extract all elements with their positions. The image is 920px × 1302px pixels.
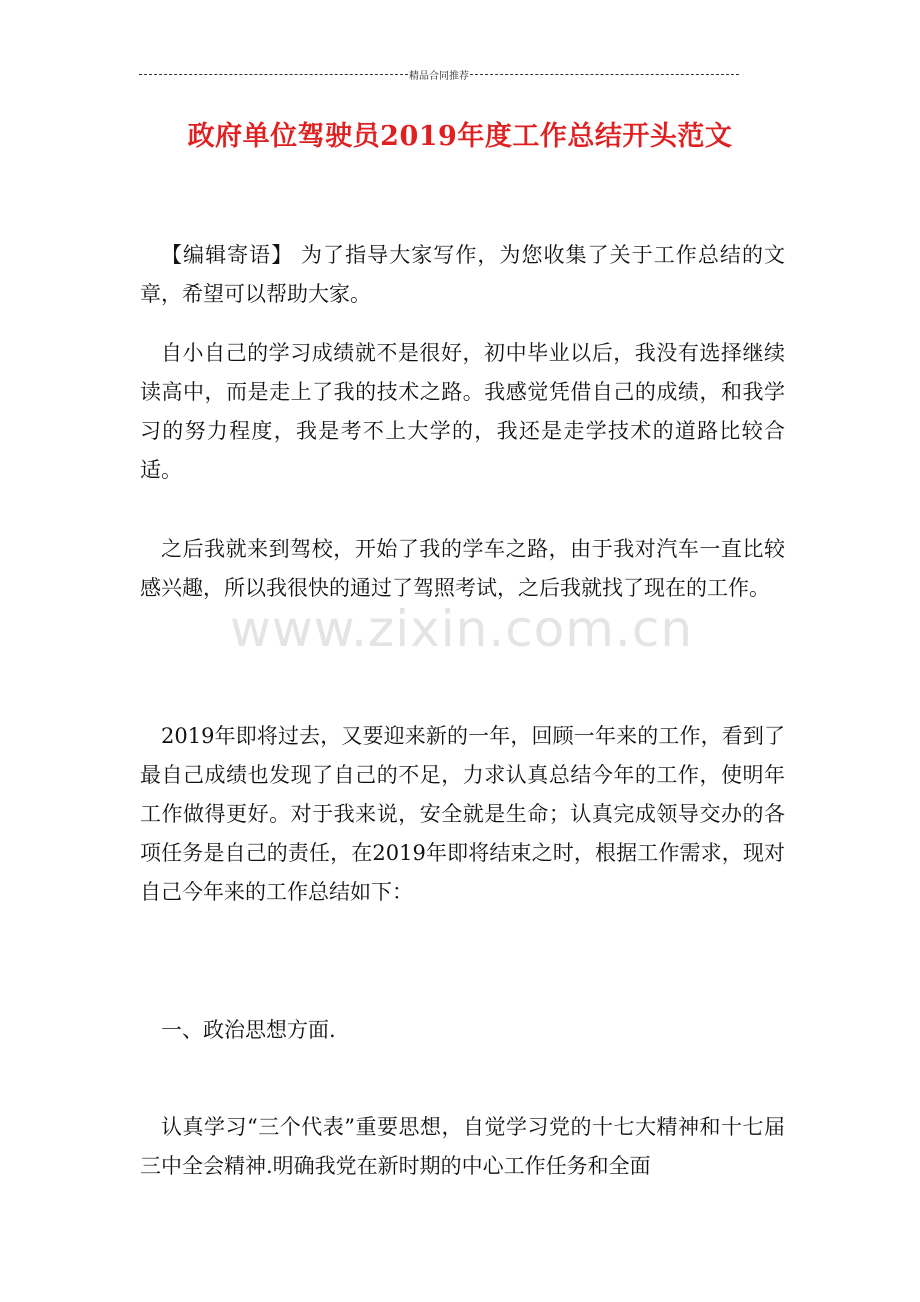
header-rule <box>139 66 739 82</box>
paragraph: 认真学习“三个代表”重要思想，自觉学习党的十七大精神和十七届三中全会精神.明确我党在新时期的中心工作任务和全面 <box>140 1115 785 1178</box>
section-heading: 一、政治思想方面. <box>161 1018 336 1042</box>
header-dash-left <box>139 74 408 75</box>
document-title: 政府单位驾驶员2019年度工作总结开头范文 <box>187 121 733 152</box>
paragraph: 自小自己的学习成绩就不是很好，初中毕业以后，我没有选择继续读高中，而是走上了我的技术之路。我感觉凭借自己的成绩，和我学习的努力程度，我是考不上大学的，我还是走学技术的道路比较合适。 <box>140 341 785 482</box>
header-text: 精品合同推荐 <box>409 70 469 82</box>
paragraph-editor-note: 【编辑寄语】 为了指导大家写作，为您收集了关于工作总结的文章，希望可以帮助大家。 <box>140 243 785 306</box>
header-dash-right <box>470 74 739 75</box>
paragraph: 之后我就来到驾校，开始了我的学车之路，由于我对汽车一直比较感兴趣，所以我很快的通过了驾照考试，之后我就找了现在的工作。 <box>140 537 785 600</box>
paragraph: 2019年即将过去，又要迎来新的一年，回顾一年来的工作，看到了最自己成绩也发现了自己的不足，力求认真总结今年的工作，使明年工作做得更好。对于我来说，安全就是生命；认真完成领导交办的各项任务是自己的责任，在2019年即将结束之时，根据工作需求，现对自己今年来的工作总结如下： <box>140 724 785 904</box>
watermark: www.zixin.com.cn <box>230 600 694 658</box>
